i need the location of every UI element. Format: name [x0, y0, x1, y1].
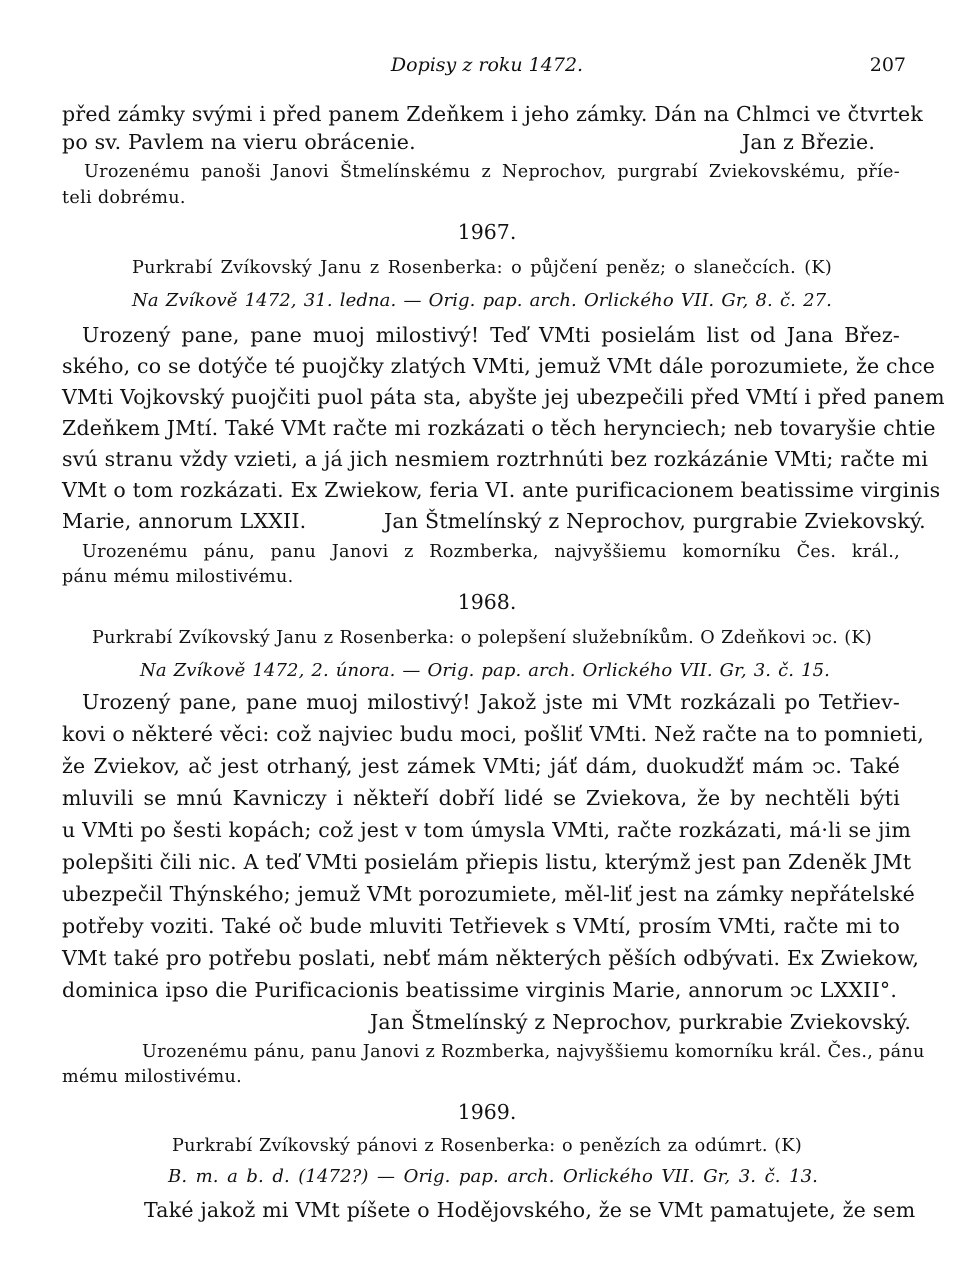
signature: Jan Štmelínský z Neprochov, purkrabie Zviekovský.	[370, 1010, 912, 1034]
text-line: že Zviekov, ač jest otrhaný, jest zámek VMti; jáť dám, duokudžť mám ͻc. Také	[62, 754, 900, 778]
text-line: po sv. Pavlem na vieru obrácenie.	[62, 130, 416, 154]
text-line: Urozený pane, pane muoj milostivý! Teď VMti posielám list od Jana Břez-	[82, 323, 900, 347]
document-number: 1968.	[457, 590, 517, 614]
document-number: 1969.	[457, 1100, 517, 1124]
address-line: teli dobrému.	[62, 188, 186, 208]
text-line: před zámky svými i před panem Zdeňkem i jeho zámky. Dán na Chlmci ve čtvrtek	[62, 102, 923, 126]
text-line: VMt také pro potřebu poslati, nebť mám některých pěších odbývati. Ex Zwiekow,	[62, 946, 920, 970]
text-line: Marie, annorum LXXII.	[62, 509, 307, 533]
text-line: ubezpečil Thýnského; jemuž VMt porozumiete, měl-liť jest na zámky nepřátelské	[62, 882, 915, 906]
text-line: Urozený pane, pane muoj milostivý! Jakož jste mi VMt rozkázali po Tetřiev-	[82, 690, 900, 714]
text-line: svú stranu vždy vzieti, a já jich nesmiem roztrhnúti bez rozkázánie VMti; račte mi	[62, 447, 929, 471]
text-line: Také jakož mi VMt píšete o Hodějovského, že se VMt pamatujete, že sem	[144, 1198, 916, 1222]
address-line: Urozenému panoši Janovi Štmelínskému z Neprochov, purgrabí Zviekovskému, příe-	[84, 162, 900, 182]
text-line: Zdeňkem JMtí. Také VMt račte mi rozkázati o těch herynciech; neb tovaryšie chtie	[62, 416, 936, 440]
text-line: u VMti po šesti kopách; což jest v tom úmysla VMti, račte rozkázati, má·li se jim	[62, 818, 912, 842]
source-note: Na Zvíkově 1472, 2. února. — Orig. pap. arch. Orlického VII. Gr, 3. č. 15.	[140, 660, 830, 681]
regest-heading: Purkrabí Zvíkovský pánovi z Rosenberka: o penězích za odúmrt. (K)	[172, 1136, 802, 1156]
page-number: 207	[869, 54, 906, 76]
text-line: dominica ipso die Purificacionis beatissime virginis Marie, annorum ͻc LXXII°.	[62, 978, 898, 1002]
signature: Jan z Březie.	[742, 130, 876, 154]
running-head	[62, 54, 912, 84]
source-note: Na Zvíkově 1472, 31. ledna. — Orig. pap. arch. Orlického VII. Gr, 8. č. 27.	[132, 290, 832, 311]
text-line: VMti Vojkovský puojčiti puol páta sta, abyšte jej ubezpečili před VMtí i před panem	[62, 385, 945, 409]
text-line: polepšiti čili nic. A teď VMti posielám přiepis listu, kterýmž jest pan Zdeněk JMt	[62, 850, 912, 874]
address-line: Urozenému pánu, panu Janovi z Rozmberka, najvyššiemu komorníku král. Čes., pánu	[142, 1042, 925, 1062]
text-line: potřeby voziti. Také oč bude mluviti Tetřievek s VMtí, prosím VMti, račte mi to	[62, 914, 900, 938]
text-line: ského, co se dotýče té puojčky zlatých VMti, jemuž VMt dále porozumiete, že chce	[62, 354, 936, 378]
text-line: mluvili se mnú Kavniczy i někteří dobří lidé se Zviekova, že by nechtěli býti	[62, 786, 900, 810]
source-note: B. m. a b. d. (1472?) — Orig. pap. arch. Orlického VII. Gr, 3. č. 13.	[168, 1166, 818, 1187]
signature: Jan Štmelínský z Neprochov, purgrabie Zviekovský.	[384, 509, 926, 533]
regest-heading: Purkrabí Zvíkovský Janu z Rosenberka: o polepšení služebníkům. O Zdeňkovi ͻc. (K)	[92, 628, 872, 648]
running-title: Dopisy z roku 1472.	[390, 54, 584, 76]
text-line: VMt o tom rozkázati. Ex Zwiekow, feria VI. ante purificacionem beatissime virginis	[62, 478, 941, 502]
text-line: kovi o některé věci: což najviec budu moci, pošliť VMti. Než račte na to pomnieti,	[62, 722, 925, 746]
regest-heading: Purkrabí Zvíkovský Janu z Rosenberka: o půjčení peněz; o slanečcích. (K)	[132, 258, 832, 278]
document-number: 1967.	[457, 220, 517, 244]
address-line: pánu mému milostivému.	[62, 567, 294, 587]
address-line: mému milostivému.	[62, 1067, 243, 1087]
address-line: Urozenému pánu, panu Janovi z Rozmberka, najvyššiemu komorníku Čes. král.,	[82, 542, 900, 562]
